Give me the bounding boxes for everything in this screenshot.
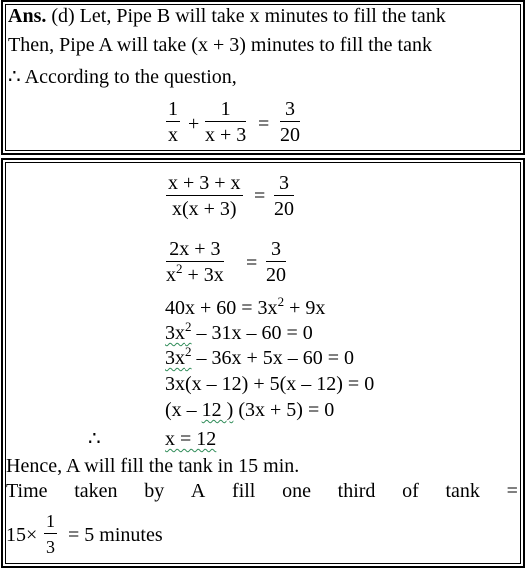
eq2-equals: = [254, 185, 266, 207]
eq2-fraction-left [166, 172, 243, 220]
eq3-numerator: 2x + 3 [169, 238, 221, 260]
answer-line-1-text: (d) Let, Pipe B will take x minutes to fill the tank [46, 5, 446, 27]
spellcheck-underline: $3x^2$ [165, 344, 192, 369]
eq1-fraction-2 [205, 98, 246, 146]
spellcheck-underline: 12 ) [201, 399, 234, 421]
eq3-fraction-left [166, 238, 224, 286]
step-2: $3x^2 - 31x - 60 = 0$ [165, 319, 313, 344]
final-lead: 15× [6, 524, 38, 546]
eq1-f2-numerator: 1 [220, 98, 231, 120]
answer-line-1 [8, 5, 446, 27]
eq2-numerator: x + 3 + x [168, 172, 241, 194]
eq1-f1-denominator: x [168, 124, 178, 146]
eq1-f3-numerator: 3 [285, 98, 295, 120]
eq1-fraction-3 [280, 98, 300, 146]
hence-line: Hence, A will fill the tank in 15 min. [6, 455, 300, 477]
eq2-fraction-right [274, 172, 294, 220]
time-taken-line: Time taken by A fill one third of tank = [6, 480, 518, 502]
eq1-f3-denominator: 20 [280, 124, 300, 146]
eq3-right-numerator: 3 [271, 238, 281, 260]
eq2-denominator: x(x + 3) [171, 198, 237, 220]
step-3: $3x^2 - 36x + 5x - 60 = 0$ [165, 344, 355, 369]
eq3-equals: = [246, 252, 258, 274]
result-line [165, 428, 216, 450]
eq2-right-denominator: 20 [274, 198, 294, 220]
final-denominator: 3 [46, 537, 55, 557]
eq1-equals: = [258, 113, 270, 135]
final-tail: = 5 minutes [68, 524, 163, 546]
answer-line-2: Then, Pipe A will take (x + 3) minutes to fill the tank [8, 34, 432, 56]
final-numerator: 1 [46, 511, 55, 531]
eq1-fraction-1 [166, 98, 180, 146]
answer-label: Ans. [8, 5, 47, 27]
step-1: $40x + 60 = 3x^2 + 9x$ [165, 294, 326, 319]
eq1-f2-denominator: x + 3 [205, 124, 247, 146]
eq3-right-denominator: 20 [266, 264, 286, 286]
eq3-fraction-right [266, 238, 286, 286]
spellcheck-underline: $3x^2$ [165, 319, 192, 344]
final-fraction [44, 510, 57, 558]
step-5: (x – 12 ) (3x + 5) = 0 [165, 399, 335, 421]
spellcheck-underline: x = 12 [165, 428, 217, 450]
step-4: 3x(x – 12) + 5(x – 12) = 0 [165, 373, 375, 395]
eq3-denominator: $x^2 + 3x$ [166, 261, 224, 286]
therefore-symbol: ∴ [88, 428, 101, 450]
eq1-plus: + [188, 113, 200, 135]
answer-line-3: ∴ According to the question, [8, 66, 237, 88]
eq1-f1-numerator: 1 [168, 98, 178, 120]
eq2-right-numerator: 3 [279, 172, 289, 194]
